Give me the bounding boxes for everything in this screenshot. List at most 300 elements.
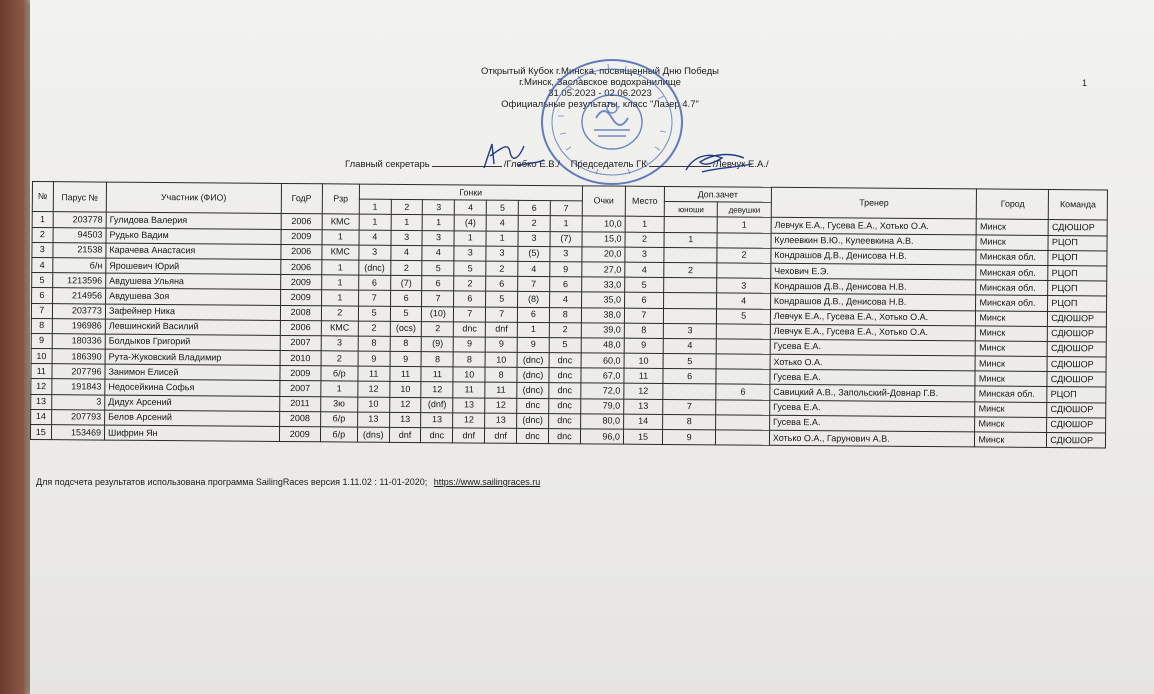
header-place: Место <box>625 186 664 217</box>
race-7-result: (7) <box>550 231 582 246</box>
footer-link[interactable]: https://www.sailingraces.ru <box>433 477 541 487</box>
birth-year: 2009 <box>279 426 320 442</box>
girls-place <box>716 430 770 446</box>
race-2-result: 1 <box>391 215 423 230</box>
race-6-result: 9 <box>517 337 549 352</box>
race-5-result: 13 <box>485 413 517 428</box>
race-1-result: 1 <box>359 214 391 229</box>
row-number: 10 <box>31 349 52 364</box>
header-girls: девушки <box>718 202 772 218</box>
footer-note: Для подсчета результатов использована программа SailingRaces версия 1.11.02 : 11-01-2020; <box>36 477 428 487</box>
race-6-result: 1 <box>517 322 549 337</box>
coach-names: Кулеевкин В.Ю., Кулеевкина А.В. <box>771 233 977 250</box>
sail-number: 191843 <box>51 379 105 395</box>
race-2-result: 4 <box>391 245 423 260</box>
race-3-result: 12 <box>421 382 453 397</box>
girls-place: 5 <box>717 308 771 324</box>
participant-name: Болдыков Григорий <box>105 334 280 351</box>
girls-place <box>717 324 771 340</box>
birth-year: 2006 <box>280 320 321 336</box>
final-place: 7 <box>624 308 663 323</box>
boys-place <box>664 293 718 309</box>
race-2-result: 2 <box>390 260 422 275</box>
header-race-5: 5 <box>486 200 518 215</box>
race-7-result: 2 <box>549 322 581 337</box>
race-1-result: 4 <box>359 230 391 245</box>
team: СДЮШОР <box>1047 372 1106 388</box>
total-points: 33,0 <box>581 277 624 293</box>
boys-place: 2 <box>664 262 718 278</box>
team: РЦОП <box>1047 387 1106 403</box>
race-4-result: 5 <box>454 261 486 276</box>
girls-place: 4 <box>717 293 771 309</box>
city: Минск <box>976 341 1048 357</box>
race-4-result: dnf <box>453 428 485 443</box>
team: СДЮШОР <box>1047 432 1106 448</box>
row-number: 2 <box>32 227 53 242</box>
race-1-result: (dns) <box>357 427 389 442</box>
city: Минская обл. <box>975 386 1047 402</box>
race-5-result: 2 <box>486 261 518 276</box>
sail-number: 207793 <box>51 409 105 425</box>
header-extra: Доп.зачет <box>664 186 771 202</box>
race-6-result: (dnc) <box>517 368 549 383</box>
secretary-signature-scribble <box>478 138 548 172</box>
participant-name: Гулидова Валерия <box>106 212 281 229</box>
sport-rank: 1 <box>322 260 359 275</box>
participant-name: Недосейкина Софья <box>105 380 280 397</box>
city: Минск <box>975 432 1047 448</box>
race-2-result: 10 <box>389 382 421 397</box>
girls-place <box>716 354 770 370</box>
race-6-result: (dnc) <box>517 352 549 367</box>
sport-rank: 1 <box>321 381 358 396</box>
row-number: 14 <box>31 409 52 424</box>
boys-place: 5 <box>663 354 717 370</box>
race-6-result: 3 <box>518 231 550 246</box>
race-1-result: 3 <box>359 245 391 260</box>
race-2-result: (7) <box>390 275 422 290</box>
race-5-result: 1 <box>486 231 518 246</box>
boys-place <box>664 278 718 294</box>
girls-place <box>717 263 771 279</box>
birth-year: 2010 <box>280 351 321 367</box>
sail-number: 196986 <box>52 318 106 334</box>
race-1-result: 7 <box>358 290 390 305</box>
results-body <box>30 212 1107 448</box>
row-number: 4 <box>32 257 53 272</box>
sport-rank: 3 <box>321 336 358 351</box>
race-7-result: 9 <box>550 262 582 277</box>
page-number: 1 <box>1082 78 1088 88</box>
race-7-result: 4 <box>549 292 581 307</box>
sail-number: 94503 <box>53 227 107 243</box>
sport-rank: 1 <box>321 275 358 290</box>
race-5-result: 11 <box>485 383 517 398</box>
race-1-result: 9 <box>358 351 390 366</box>
team: СДЮШОР <box>1047 402 1106 418</box>
team: СДЮШОР <box>1047 341 1106 357</box>
coach-names: Хотько О.А. <box>770 354 976 371</box>
final-place: 10 <box>624 353 663 368</box>
race-7-result: 1 <box>550 216 582 231</box>
race-5-result: 6 <box>486 276 518 291</box>
boys-place <box>663 308 717 324</box>
race-2-result: 12 <box>389 397 421 412</box>
participant-name: Рудько Вадим <box>106 228 281 245</box>
sail-number: 203773 <box>52 303 106 319</box>
race-2-result: 6 <box>390 291 422 306</box>
race-3-result: 6 <box>422 276 454 291</box>
row-number: 9 <box>31 333 52 348</box>
header-no: № <box>32 182 53 213</box>
header-coach: Тренер <box>771 187 977 219</box>
city: Минск <box>975 402 1047 418</box>
race-7-result: 6 <box>550 277 582 292</box>
race-1-result: 8 <box>358 336 390 351</box>
city: Минск <box>976 234 1048 250</box>
race-5-result: 8 <box>485 367 517 382</box>
final-place: 4 <box>625 262 664 277</box>
sport-rank: КМС <box>321 320 358 335</box>
header-city: Город <box>977 189 1049 220</box>
race-6-result: dnc <box>517 398 549 413</box>
race-6-result: (8) <box>518 292 550 307</box>
coach-names: Кондрашов Д.В., Денисова Н.В. <box>771 248 977 265</box>
race-4-result: 13 <box>453 397 485 412</box>
race-5-result: 7 <box>486 307 518 322</box>
race-5-result: 4 <box>486 215 518 230</box>
header-race-3: 3 <box>423 200 455 215</box>
race-5-result: 10 <box>485 352 517 367</box>
race-2-result: 9 <box>390 351 422 366</box>
coach-names: Гусева Е.А. <box>770 339 976 356</box>
birth-year: 2009 <box>281 229 322 245</box>
race-3-result: 5 <box>422 261 454 276</box>
total-points: 39,0 <box>581 323 624 339</box>
coach-names: Савицкий А.В., Запольский-Довнар Г.В. <box>770 385 976 402</box>
race-5-result: 3 <box>486 246 518 261</box>
coach-names: Левчук Е.А., Гусева Е.А., Хотько О.А. <box>770 324 976 341</box>
final-place: 2 <box>625 232 664 247</box>
total-points: 79,0 <box>580 398 623 414</box>
race-3-result: 1 <box>423 215 455 230</box>
total-points: 96,0 <box>580 429 623 445</box>
race-7-result: dnc <box>549 398 581 413</box>
row-number: 3 <box>32 242 53 257</box>
race-5-result: 12 <box>485 398 517 413</box>
race-1-result: 10 <box>357 397 389 412</box>
race-7-result: dnc <box>549 383 581 398</box>
row-number: 7 <box>31 303 52 318</box>
participant-name: Шифрин Ян <box>104 425 279 442</box>
race-1-result: (dnc) <box>359 260 391 275</box>
sail-number: 214956 <box>52 288 106 304</box>
coach-names: Левчук Е.А., Гусева Е.А., Хотько О.А. <box>770 309 976 326</box>
girls-place <box>717 232 771 248</box>
final-place: 11 <box>624 368 663 383</box>
city: Минск <box>975 356 1047 372</box>
race-4-result: 8 <box>453 352 485 367</box>
final-place: 5 <box>625 277 664 292</box>
sail-number: 1213596 <box>52 273 106 289</box>
header-race-1: 1 <box>359 199 391 214</box>
sport-rank: КМС <box>322 214 359 229</box>
header-location: г.Минск, Заславское водохранилище <box>519 77 681 88</box>
race-6-result: (5) <box>518 246 550 261</box>
header-race-7: 7 <box>550 201 582 216</box>
coach-names: Гусева Е.А. <box>770 400 976 417</box>
race-2-result: 3 <box>391 230 423 245</box>
birth-year: 2007 <box>280 335 321 351</box>
team: РЦОП <box>1048 265 1107 281</box>
birth-year: 2011 <box>279 396 320 412</box>
total-points: 48,0 <box>581 338 624 354</box>
header-races: Гонки <box>359 184 582 201</box>
race-7-result: dnc <box>549 368 581 383</box>
race-6-result: dnc <box>517 428 549 443</box>
total-points: 38,0 <box>581 307 624 323</box>
birth-year: 2009 <box>280 290 321 306</box>
race-2-result: 5 <box>390 306 422 321</box>
race-3-result: dnc <box>421 428 453 443</box>
race-1-result: 13 <box>357 412 389 427</box>
city: Минская обл. <box>976 250 1048 266</box>
total-points: 67,0 <box>581 368 624 384</box>
sport-rank: 2 <box>321 351 358 366</box>
race-1-result: 6 <box>358 275 390 290</box>
race-2-result: 8 <box>390 336 422 351</box>
race-4-result: 10 <box>453 367 485 382</box>
total-points: 35,0 <box>581 292 624 308</box>
total-points: 20,0 <box>582 247 625 263</box>
city: Минская обл. <box>976 295 1048 311</box>
chairman-signature-scribble <box>682 148 754 176</box>
header-points: Очки <box>582 186 625 217</box>
sail-number: 180336 <box>52 334 106 350</box>
sail-number: 21538 <box>52 242 106 258</box>
race-7-result: dnc <box>548 429 580 444</box>
coach-names: Гусева Е.А. <box>769 415 975 432</box>
final-place: 14 <box>624 414 663 429</box>
final-place: 12 <box>624 384 663 399</box>
race-2-result: dnf <box>389 427 421 442</box>
sport-rank: б/р <box>320 427 357 442</box>
final-place: 13 <box>624 399 663 414</box>
boys-place: 7 <box>663 399 717 415</box>
race-3-result: (dnf) <box>421 397 453 412</box>
birth-year: 2008 <box>279 411 320 427</box>
city: Минск <box>976 219 1048 235</box>
header-name: Участник (ФИО) <box>106 182 281 214</box>
sport-rank: б/р <box>321 366 358 381</box>
total-points: 72,0 <box>581 383 624 399</box>
race-4-result: dnc <box>454 322 486 337</box>
team: СДЮШОР <box>1047 357 1106 373</box>
birth-year: 2009 <box>280 275 321 291</box>
boys-place: 1 <box>664 232 718 248</box>
race-5-result: dnf <box>485 428 517 443</box>
final-place: 3 <box>625 247 664 262</box>
birth-year: 2008 <box>280 305 321 321</box>
race-2-result: 13 <box>389 412 421 427</box>
team: РЦОП <box>1048 235 1107 251</box>
boys-place: 4 <box>663 338 717 354</box>
girls-place: 2 <box>717 248 771 264</box>
participant-name: Белов Арсений <box>105 410 280 427</box>
race-5-result: dnf <box>485 322 517 337</box>
sport-rank: 2 <box>321 305 358 320</box>
row-number: 1 <box>32 212 53 227</box>
sport-rank: КМС <box>322 245 359 260</box>
race-1-result: 2 <box>358 321 390 336</box>
total-points: 15,0 <box>582 231 625 247</box>
city: Минская обл. <box>976 265 1048 281</box>
participant-name: Карачева Анастасия <box>106 243 281 260</box>
chairman-name: /Левчук Е.А./ <box>712 159 769 170</box>
city: Минск <box>976 310 1048 326</box>
team: РЦОП <box>1048 250 1107 266</box>
row-number: 6 <box>32 288 53 303</box>
chairman-label: Председатель ГК <box>570 159 647 170</box>
boys-place <box>663 384 717 400</box>
race-3-result: 11 <box>421 367 453 382</box>
participant-name: Авдушева Зоя <box>106 288 281 305</box>
race-6-result: (dnc) <box>517 383 549 398</box>
final-place: 9 <box>624 338 663 353</box>
footer <box>36 477 540 487</box>
race-7-result: 5 <box>549 337 581 352</box>
sail-number: 203778 <box>53 212 107 228</box>
coach-names: Чехович Е.Э. <box>771 263 977 280</box>
girls-place <box>717 339 771 355</box>
final-place: 6 <box>624 292 663 307</box>
header-sail: Парус № <box>53 182 107 213</box>
participant-name: Занимон Елисей <box>105 364 280 381</box>
total-points: 27,0 <box>582 262 625 278</box>
race-3-result: 7 <box>422 291 454 306</box>
final-place: 15 <box>623 429 662 444</box>
race-7-result: 3 <box>550 246 582 261</box>
final-place: 1 <box>625 217 664 232</box>
team: СДЮШОР <box>1048 311 1107 327</box>
city: Минск <box>975 417 1047 433</box>
race-4-result: (4) <box>454 215 486 230</box>
sail-number: 153469 <box>51 425 105 441</box>
secretary-name: /Глебко Е.В./ <box>503 159 560 170</box>
final-place: 8 <box>624 323 663 338</box>
row-number: 12 <box>31 379 52 394</box>
race-3-result: 4 <box>422 245 454 260</box>
race-7-result: dnc <box>548 413 580 428</box>
participant-name: Авдушева Ульяна <box>106 273 281 290</box>
race-5-result: 5 <box>486 291 518 306</box>
race-4-result: 7 <box>454 306 486 321</box>
race-6-result: (dnc) <box>517 413 549 428</box>
birth-year: 2007 <box>280 381 321 397</box>
total-points: 60,0 <box>581 353 624 369</box>
row-number: 5 <box>32 273 53 288</box>
race-3-result: 3 <box>422 230 454 245</box>
sail-number: 186390 <box>52 349 106 365</box>
total-points: 10,0 <box>582 216 625 232</box>
header-boys: юноши <box>664 202 718 218</box>
race-4-result: 2 <box>454 276 486 291</box>
race-1-result: 11 <box>358 366 390 381</box>
participant-name: Левшинский Василий <box>105 319 280 336</box>
row-number: 8 <box>31 318 52 333</box>
sport-rank: б/р <box>320 412 357 427</box>
girls-place: 1 <box>718 217 772 233</box>
coach-names: Гусева Е.А. <box>770 370 976 387</box>
sail-number: б/н <box>52 258 106 274</box>
participant-name: Рута-Жуковский Владимир <box>105 349 280 366</box>
header-team: Команда <box>1049 189 1108 220</box>
row-number: 11 <box>31 364 52 379</box>
birth-year: 2006 <box>281 214 322 230</box>
results-table <box>30 181 1108 449</box>
girls-place: 3 <box>717 278 771 294</box>
race-4-result: 12 <box>453 413 485 428</box>
participant-name: Зафейнер Ника <box>105 304 280 321</box>
race-6-result: 6 <box>517 307 549 322</box>
girls-place <box>716 400 770 416</box>
boys-place: 6 <box>663 369 717 385</box>
team: РЦОП <box>1048 296 1107 312</box>
girls-place <box>716 415 770 431</box>
header-year: ГодР <box>281 183 322 214</box>
header-race-2: 2 <box>391 200 423 215</box>
secretary-label: Главный секретарь <box>345 159 430 170</box>
boys-place <box>664 217 718 233</box>
header-rank: Рзр <box>322 184 359 215</box>
race-7-result: 8 <box>549 307 581 322</box>
race-3-result: 13 <box>421 412 453 427</box>
race-3-result: 8 <box>422 352 454 367</box>
header-class: Официальные результаты, класс "Лазер 4.7" <box>501 99 699 110</box>
boys-place: 8 <box>663 414 717 430</box>
sport-rank: 3ю <box>320 396 357 411</box>
girls-place <box>716 369 770 385</box>
race-1-result: 12 <box>358 382 390 397</box>
boys-place <box>664 247 718 263</box>
team: СДЮШОР <box>1048 220 1107 236</box>
header-race-4: 4 <box>455 200 487 215</box>
girls-place: 6 <box>716 384 770 400</box>
birth-year: 2006 <box>280 259 321 275</box>
total-points: 80,0 <box>580 414 623 430</box>
birth-year: 2009 <box>280 366 321 382</box>
race-3-result: 2 <box>422 321 454 336</box>
race-4-result: 1 <box>454 230 486 245</box>
sport-rank: 1 <box>322 229 359 244</box>
boys-place: 3 <box>663 323 717 339</box>
coach-names: Кондрашов Д.В., Денисова Н.В. <box>770 294 976 311</box>
coach-names: Хотько О.А., Гарунович А.В. <box>769 430 975 447</box>
race-1-result: 5 <box>358 306 390 321</box>
header-race-6: 6 <box>518 201 550 216</box>
race-4-result: 3 <box>454 246 486 261</box>
sail-number: 3 <box>51 394 105 410</box>
race-4-result: 9 <box>454 337 486 352</box>
sport-rank: 1 <box>321 290 358 305</box>
race-3-result: (10) <box>422 306 454 321</box>
city: Минская обл. <box>976 280 1048 296</box>
coach-names: Кондрашов Д.В., Денисова Н.В. <box>770 278 976 295</box>
race-6-result: 4 <box>518 261 550 276</box>
coach-names: Левчук Е.А., Гусева Е.А., Хотько О.А. <box>771 218 977 235</box>
race-7-result: dnc <box>549 353 581 368</box>
